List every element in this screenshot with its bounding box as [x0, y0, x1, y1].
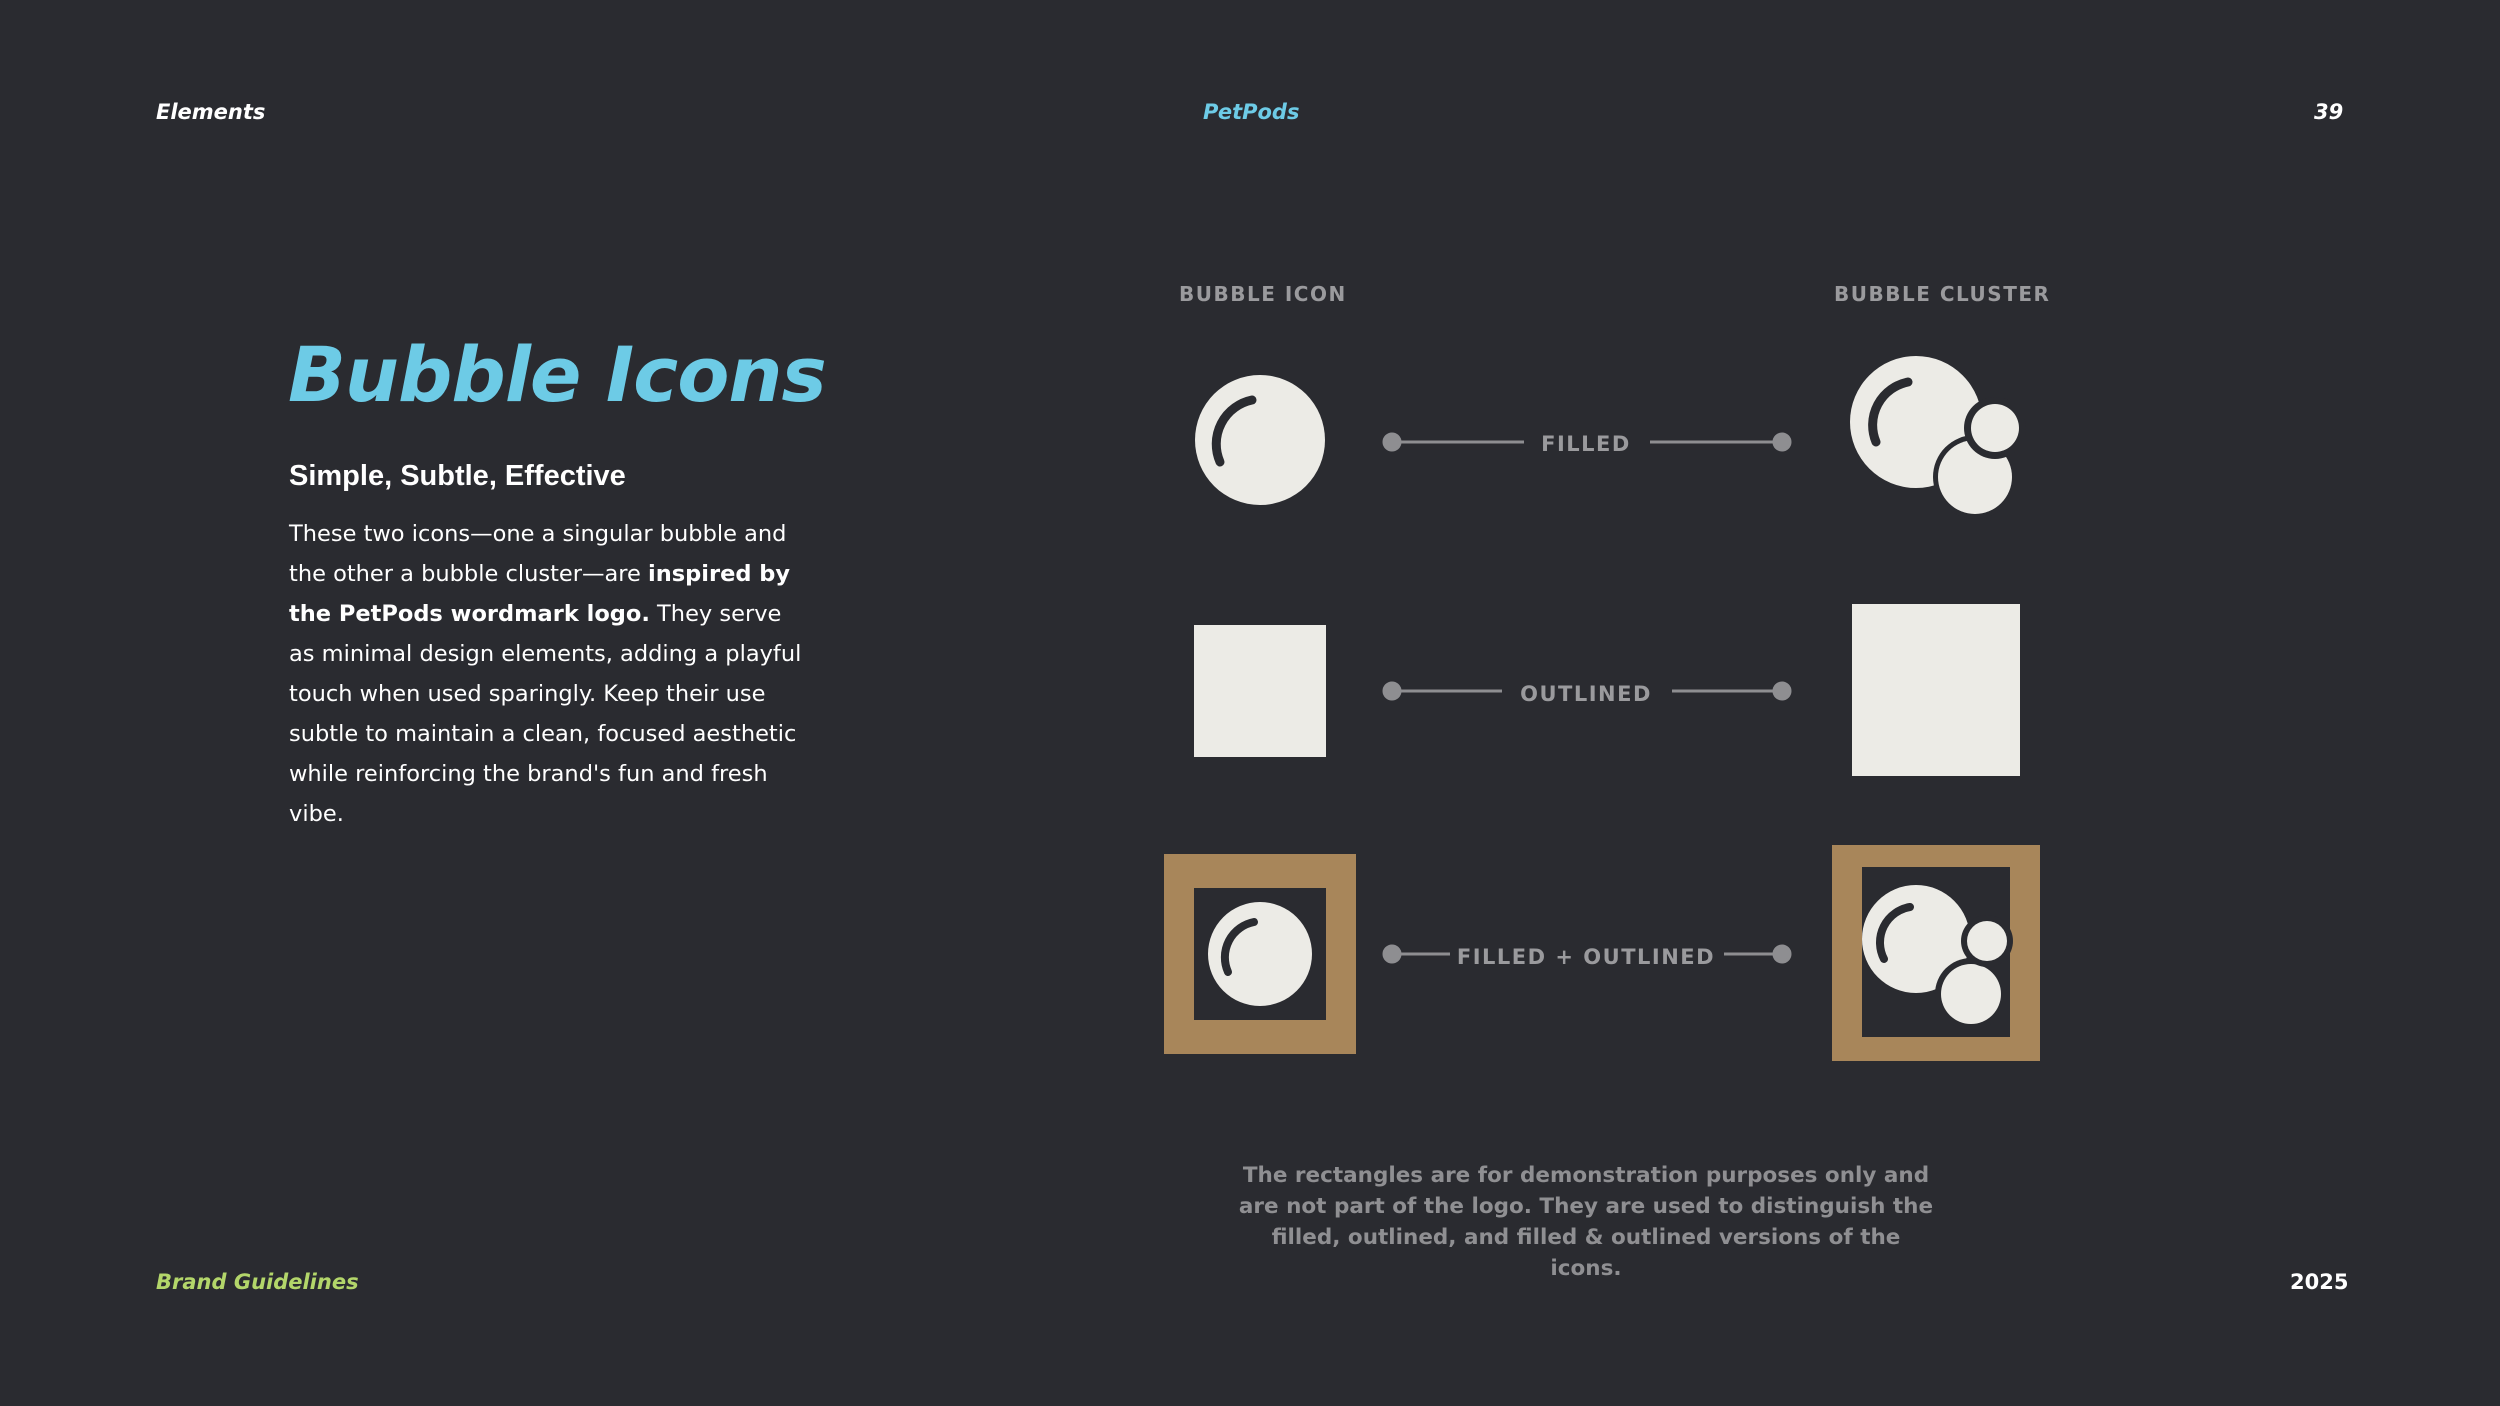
row-label-outlined: OUTLINED	[1520, 682, 1652, 706]
page-title: Bubble Icons	[288, 330, 826, 419]
body-text-intro: These two icons—one a singular bubble and the other a bubble cluster—are	[289, 521, 787, 587]
row-label-filled-outlined: FILLED + OUTLINED	[1456, 945, 1716, 969]
header-section: Elements	[156, 100, 266, 124]
header-brand: PetPods	[1203, 100, 1300, 124]
bubble-icon-outlined	[1194, 625, 1326, 757]
body-text-emphasis: inspired by the PetPods wordmark logo.	[289, 561, 791, 627]
bubble-icon-filled	[1190, 370, 1330, 510]
column-label-bubble-cluster: BUBBLE CLUSTER	[1834, 282, 2051, 306]
body-text-rest: They serve as minimal design elements, adding a playful touch when used sparingly. Keep their use subtle to maintain a clean, focused aesthetic while reinforcing the brand's fun and fresh vibe.	[289, 601, 802, 827]
page-subtitle: Simple, Subtle, Effective	[289, 460, 626, 492]
column-label-bubble-icon: BUBBLE ICON	[1179, 282, 1347, 306]
footer-year: 2025	[2290, 1270, 2349, 1294]
bubble-cluster-icon-filled-outlined	[1832, 845, 2040, 1061]
bubble-icon-filled-outlined	[1164, 854, 1356, 1054]
row-label-filled: FILLED	[1541, 432, 1631, 456]
page-number: 39	[2314, 100, 2344, 124]
demonstration-note: The rectangles are for demonstration purposes only and are not part of the logo. They are used to distinguish the filled, outlined, and filled & outlined versions of the icons.	[1238, 1163, 1934, 1281]
bubble-cluster-icon-filled	[1846, 352, 2026, 532]
bubble-cluster-icon-outlined	[1852, 604, 2020, 776]
footer-doc-title: Brand Guidelines	[156, 1270, 359, 1294]
